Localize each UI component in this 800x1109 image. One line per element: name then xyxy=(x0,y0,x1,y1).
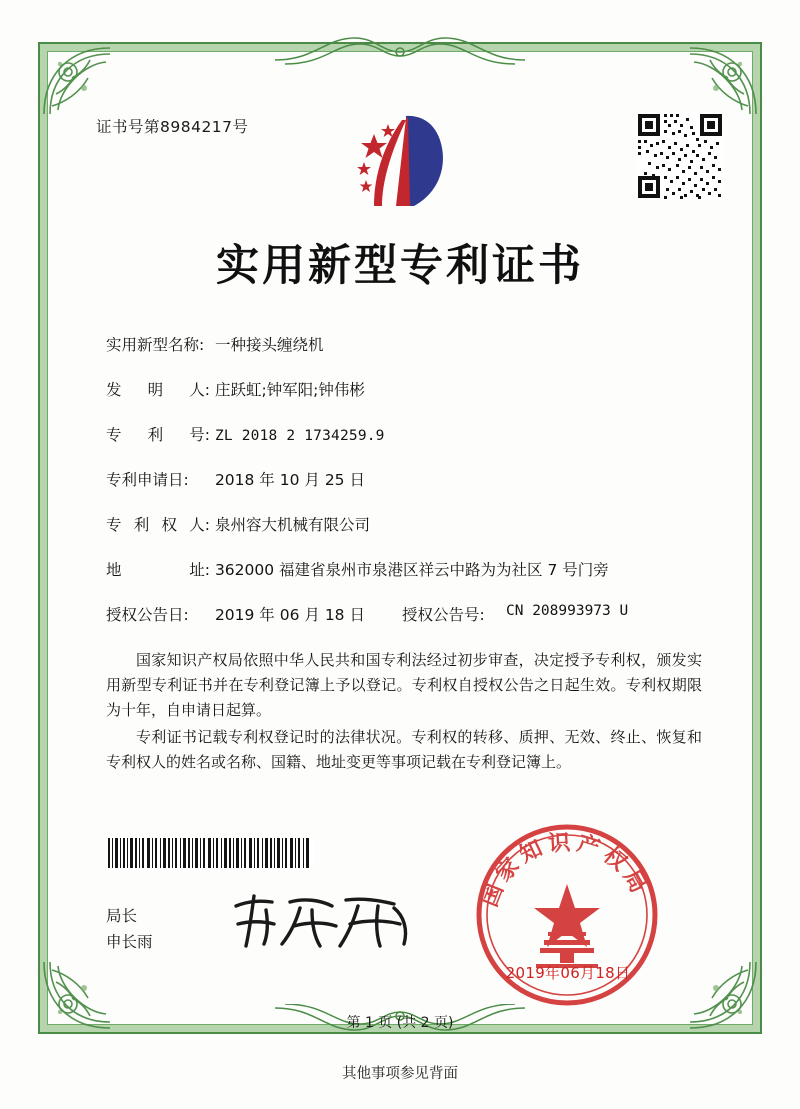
patent-office-logo-icon xyxy=(352,110,458,215)
page-number: 第 1 页 (共 2 页) xyxy=(346,1015,454,1031)
field-label xyxy=(106,378,210,400)
field-value: 一种接头缠绕机 xyxy=(214,336,324,354)
fields-list xyxy=(106,333,706,648)
field-row-grant-announcement xyxy=(106,603,706,648)
label-part: 明 xyxy=(147,381,164,399)
label-part: 权 xyxy=(161,516,178,534)
field-row-address xyxy=(106,558,706,603)
paragraph: 国家知识产权局依照中华人民共和国专利法经过初步审查，决定授予专利权，颁发实用新型专利证书并在专利登记簿上予以登记。专利权自授权公告之日起生效。专利权期限为十年，自申请日起算。 xyxy=(106,651,702,719)
field-value: 362000 福建省泉州市泉港区祥云中路为为社区 7 号门旁 xyxy=(214,561,609,579)
label-part: 号: xyxy=(189,426,210,444)
field-label xyxy=(106,513,210,535)
commissioner-title-label: 局长 xyxy=(106,907,138,925)
field-value: 泉州容大机械有限公司 xyxy=(214,516,370,534)
label-part: 专 xyxy=(106,426,122,444)
label-part: 人: xyxy=(189,516,210,534)
legal-text xyxy=(106,648,702,777)
field-value: 2019 年 06 月 18 日 xyxy=(214,606,365,624)
corner-ornament-icon xyxy=(686,44,760,118)
label-part: 利 xyxy=(147,426,164,444)
field-label: 专利申请日: xyxy=(106,471,189,489)
field-row-patentee xyxy=(106,513,706,558)
field-label: 授权公告日: xyxy=(106,606,189,624)
footer-note: 其他事项参见背面 xyxy=(342,1066,458,1082)
field-label xyxy=(106,558,210,580)
seal-date: 2019年06月18日 xyxy=(505,964,631,982)
field-value: ZL 2018 2 1734259.9 xyxy=(214,428,385,444)
field-label-secondary: 授权公告号: xyxy=(402,606,485,624)
label-part: 地 xyxy=(106,561,122,579)
commissioner-name-label: 申长雨 xyxy=(106,933,153,951)
certificate-number: 证书号第8984217号 xyxy=(96,118,249,136)
label-part: 专 xyxy=(106,516,122,534)
field-row-name xyxy=(106,333,706,378)
page-title: 实用新型专利证书 xyxy=(216,241,584,291)
label-part: 利 xyxy=(133,516,150,534)
field-value: 2018 年 10 月 25 日 xyxy=(214,471,365,489)
signature-labels xyxy=(106,903,153,955)
field-row-patent-number xyxy=(106,423,706,468)
qr-code-icon xyxy=(636,112,724,200)
corner-ornament-icon xyxy=(40,44,114,118)
field-value-secondary: CN 208993973 U xyxy=(506,603,629,619)
handwritten-signature-icon xyxy=(228,888,418,954)
field-label xyxy=(106,423,210,445)
top-flourish-ornament-icon xyxy=(275,30,525,66)
field-label: 实用新型名称: xyxy=(106,336,205,354)
label-part: 发 xyxy=(106,381,122,399)
field-row-application-date xyxy=(106,468,706,513)
svg-text:国家知识产权局: 国家知识产权局 xyxy=(477,830,654,911)
field-value: 庄跃虹;钟军阳;钟伟彬 xyxy=(214,381,365,399)
paragraph: 专利证书记载专利权登记时的法律状况。专利权的转移、质押、无效、终止、恢复和专利权人的姓名或名称、国籍、地址变更等事项记载在专利登记簿上。 xyxy=(106,728,702,771)
label-part: 址: xyxy=(189,561,210,579)
barcode-icon xyxy=(106,838,314,868)
label-part: 人: xyxy=(189,381,210,399)
field-row-inventors xyxy=(106,378,706,423)
